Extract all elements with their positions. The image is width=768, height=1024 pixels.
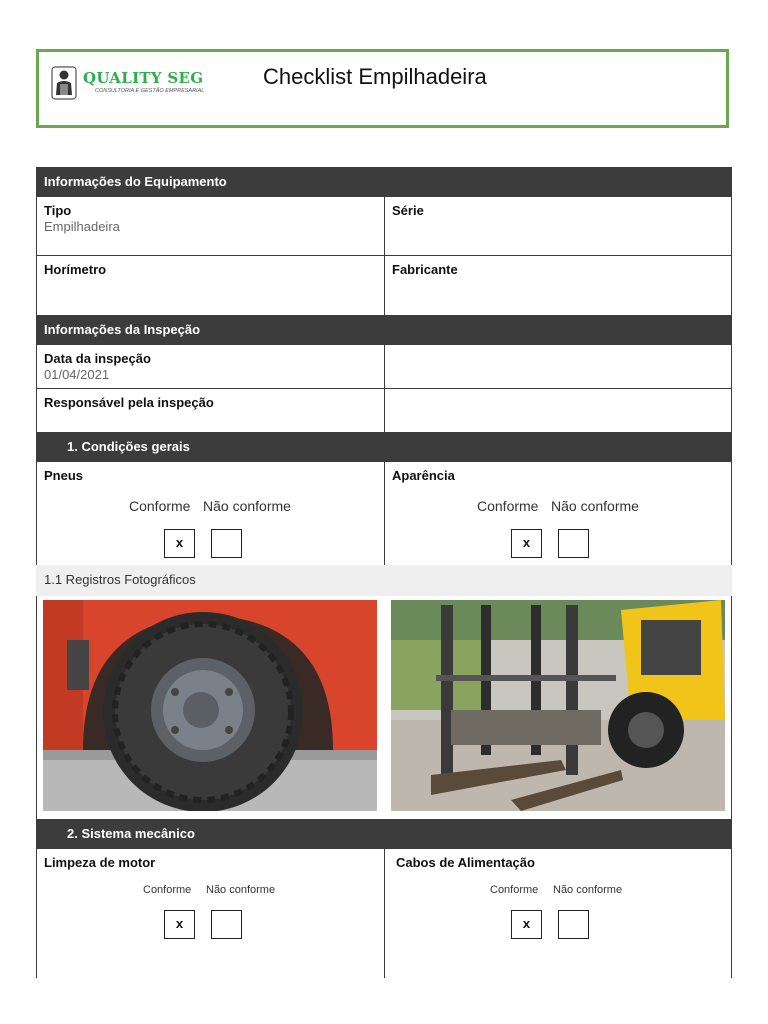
aparencia-conforme-label: Conforme bbox=[477, 498, 539, 514]
cabos-nao-conforme-checkbox[interactable] bbox=[558, 910, 589, 939]
limpeza-nao-conforme-label: Não conforme bbox=[206, 884, 276, 896]
field-fabricante-label: Fabricante bbox=[392, 262, 458, 277]
page-title: Checklist Empilhadeira bbox=[263, 64, 487, 89]
field-horimetro-label: Horímetro bbox=[44, 262, 107, 277]
limpeza-conforme-checkbox[interactable]: x bbox=[164, 910, 195, 939]
logo-name: QUALITY SEG bbox=[83, 69, 204, 87]
worker-icon bbox=[51, 66, 77, 100]
field-responsible-value[interactable] bbox=[384, 388, 732, 433]
cabos-conforme-checkbox[interactable]: x bbox=[511, 910, 542, 939]
field-tipo[interactable] bbox=[36, 196, 385, 256]
pneus-conforme-checkbox[interactable]: x bbox=[164, 529, 195, 558]
aparencia-nao-conforme-checkbox[interactable] bbox=[558, 529, 589, 558]
pneus-nao-conforme-checkbox[interactable] bbox=[211, 529, 242, 558]
field-tipo-value: Empilhadeira bbox=[44, 219, 120, 234]
field-responsible[interactable] bbox=[36, 388, 385, 433]
photo-tire bbox=[43, 600, 377, 811]
field-serie[interactable] bbox=[384, 196, 732, 256]
item-aparencia-label: Aparência bbox=[392, 468, 455, 483]
field-serie-label: Série bbox=[392, 203, 424, 218]
field-responsible-label: Responsável pela inspeção bbox=[44, 395, 214, 410]
logo-tagline: CONSULTORIA E GESTÃO EMPRESARIAL bbox=[95, 88, 205, 94]
field-inspection-date-label: Data da inspeção bbox=[44, 351, 151, 366]
photo-records-title: 1.1 Registros Fotográficos bbox=[36, 565, 732, 596]
company-logo bbox=[51, 66, 211, 102]
section-2-header: 2. Sistema mecânico bbox=[36, 819, 732, 848]
field-fabricante[interactable] bbox=[384, 255, 732, 316]
cabos-conforme-label: Conforme bbox=[490, 884, 539, 896]
field-horimetro[interactable] bbox=[36, 255, 385, 316]
item-cabos-alimentacao-label: Cabos de Alimentação bbox=[396, 855, 535, 870]
pneus-conforme-label: Conforme bbox=[129, 498, 191, 514]
section-1-header: 1. Condições gerais bbox=[36, 432, 732, 461]
item-limpeza-motor-label: Limpeza de motor bbox=[44, 855, 156, 870]
photo-forklift bbox=[391, 600, 725, 811]
section-equipment-header: Informações do Equipamento bbox=[36, 167, 732, 196]
limpeza-conforme-label: Conforme bbox=[143, 884, 192, 896]
header-box bbox=[36, 49, 729, 128]
field-inspection-date[interactable] bbox=[36, 344, 385, 389]
field-inspection-date-extra[interactable] bbox=[384, 344, 732, 389]
field-inspection-date-value: 01/04/2021 bbox=[44, 367, 110, 382]
item-pneus-label: Pneus bbox=[44, 468, 84, 483]
limpeza-nao-conforme-checkbox[interactable] bbox=[211, 910, 242, 939]
section-inspection-header: Informações da Inspeção bbox=[36, 316, 732, 344]
field-tipo-label: Tipo bbox=[44, 203, 72, 218]
aparencia-conforme-checkbox[interactable]: x bbox=[511, 529, 542, 558]
cabos-nao-conforme-label: Não conforme bbox=[553, 884, 623, 896]
aparencia-nao-conforme-label: Não conforme bbox=[551, 498, 639, 514]
pneus-nao-conforme-label: Não conforme bbox=[203, 498, 291, 514]
